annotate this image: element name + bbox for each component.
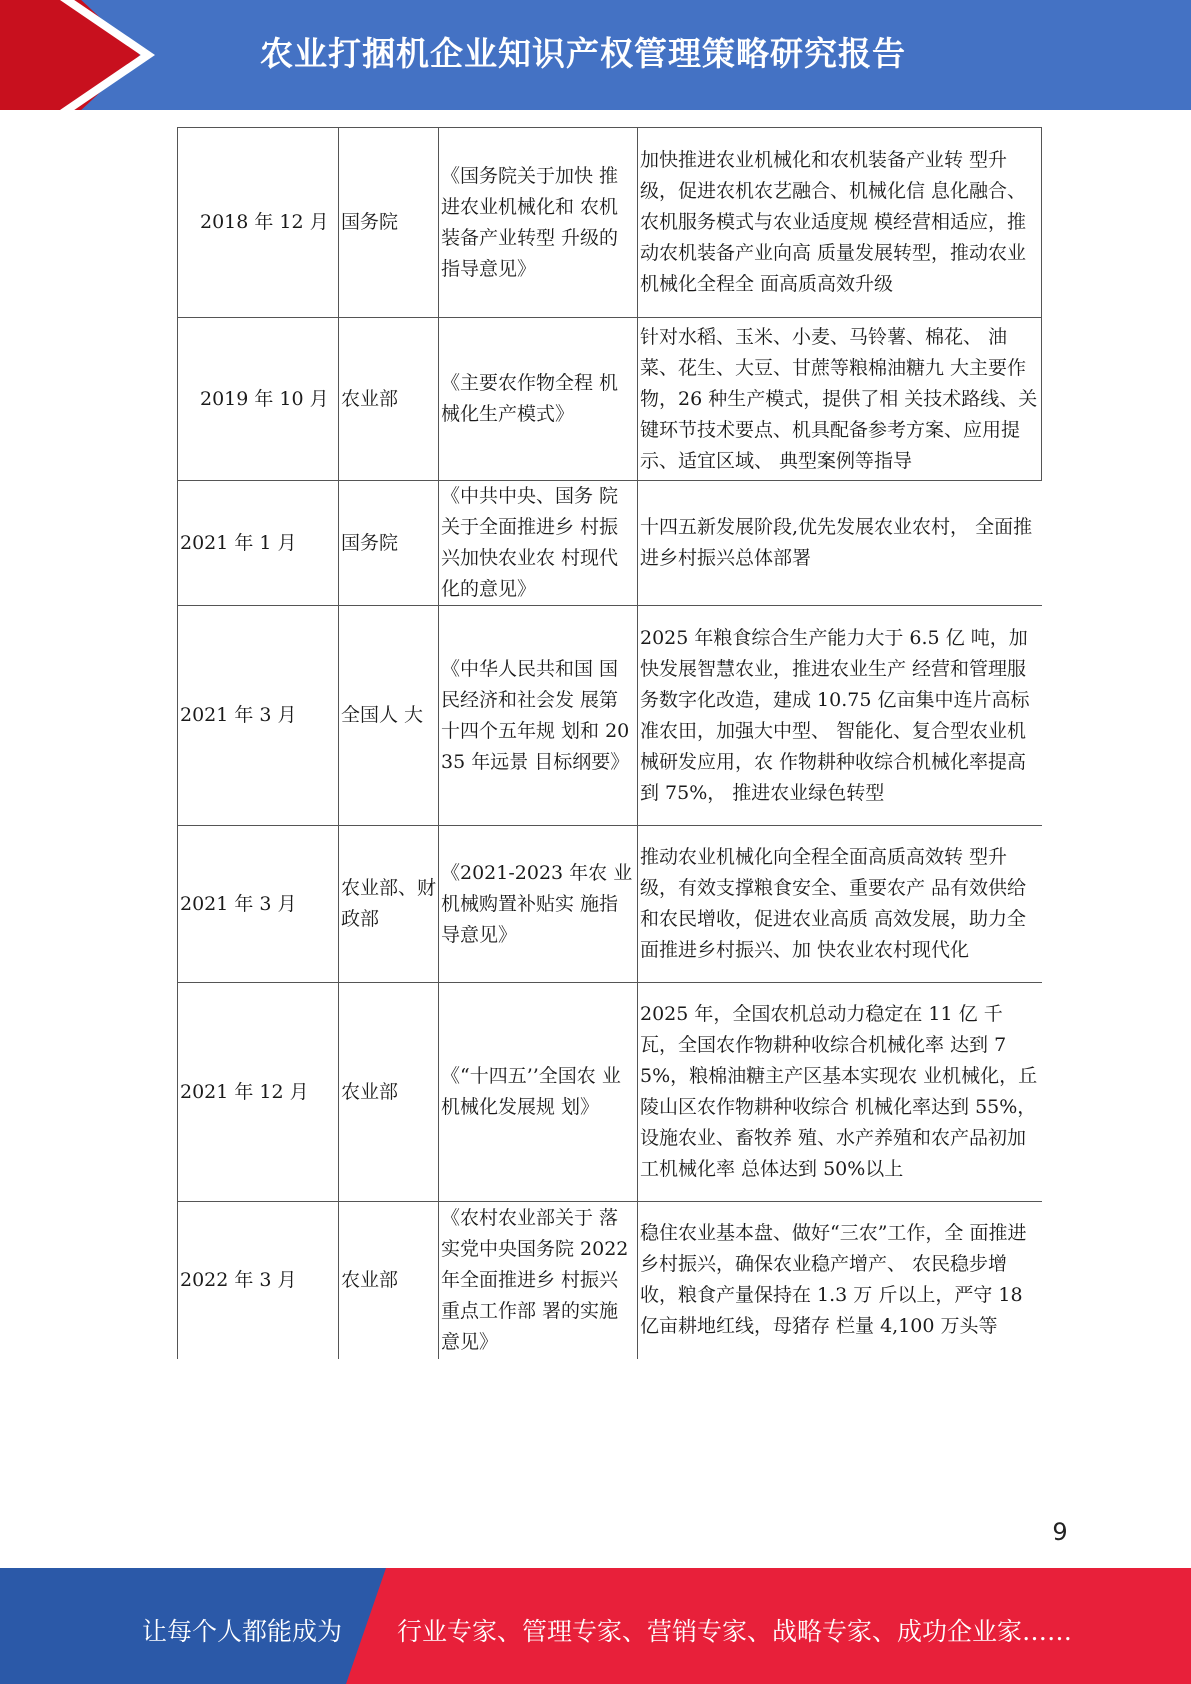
cell-org: 国务院 bbox=[339, 481, 439, 606]
cell-date: 2019 年 10 月 bbox=[178, 318, 339, 481]
header-red-arrow bbox=[0, 0, 140, 110]
table-row bbox=[178, 983, 1042, 1202]
cell-doc: 《农村农业部关于 落实党中央国务院 2022 年全面推进乡 村振兴重点工作部 署的实施意见》 bbox=[439, 1202, 638, 1359]
footer-slogan-left: 让每个人都能成为 bbox=[142, 1617, 343, 1646]
cell-date: 2021 年 12 月 bbox=[178, 983, 339, 1202]
table-row bbox=[178, 481, 1042, 606]
cell-doc: 《中华人民共和国 国民经济和社会发 展第十四个五年规 划和 2035 年远景 目标纲要》 bbox=[439, 606, 638, 826]
cell-doc: 《中共中央、国务 院关于全面推进乡 村振兴加快农业农 村现代化的意见》 bbox=[439, 481, 638, 606]
cell-date: 2021 年 1 月 bbox=[178, 481, 339, 606]
page-title: 农业打捆机企业知识产权管理策略研究报告 bbox=[260, 34, 906, 73]
cell-date: 2021 年 3 月 bbox=[178, 606, 339, 826]
table-row bbox=[178, 826, 1042, 983]
page-number: 9 bbox=[1052, 1518, 1068, 1546]
cell-org: 农业部 bbox=[339, 983, 439, 1202]
table-row bbox=[178, 606, 1042, 826]
cell-date: 2018 年 12 月 bbox=[178, 128, 339, 318]
page-header bbox=[0, 0, 1191, 110]
cell-org: 农业部 bbox=[339, 318, 439, 481]
cell-org: 农业部、财政部 bbox=[339, 826, 439, 983]
cell-doc: 《国务院关于加快 推进农业机械化和 农机装备产业转型 升级的指导意见》 bbox=[439, 128, 638, 318]
table-row bbox=[178, 128, 1042, 318]
footer-slogan-right: 行业专家、管理专家、营销专家、战略专家、成功企业家…… bbox=[397, 1617, 1073, 1646]
cell-date: 2022 年 3 月 bbox=[178, 1202, 339, 1359]
table-row bbox=[178, 318, 1042, 481]
cell-content: 推动农业机械化向全程全面高质高效转 型升级，有效支撑粮食安全、重要农产 品有效供给和农民增收，促进农业高质 高效发展，助力全面推进乡村振兴、加 快农业农村现代化 bbox=[638, 826, 1042, 983]
cell-content: 2025 年，全国农机总动力稳定在 11 亿 千瓦，全国农作物耕种收综合机械化率 达到 75%，粮棉油糖主产区基本实现农 业机械化，丘陵山区农作物耕种收综合 机械化率达到 55%，设施农业、畜牧养 殖、水产养殖和农产品初加工机械化率 总体达到 50%以上 bbox=[638, 983, 1042, 1202]
policy-table-container bbox=[177, 127, 1038, 1359]
cell-org: 全国人 大 bbox=[339, 606, 439, 826]
cell-content: 加快推进农业机械化和农机装备产业转 型升级，促进农机农艺融合、机械化信 息化融合、农机服务模式与农业适度规 模经营相适应，推动农机装备产业向高 质量发展转型，推动农业机械化全程全 面高质高效升级 bbox=[638, 128, 1042, 318]
policy-table bbox=[177, 127, 1042, 1359]
table-row bbox=[178, 1202, 1042, 1359]
page-footer bbox=[0, 1568, 1191, 1684]
cell-content: 2025 年粮食综合生产能力大于 6.5 亿 吨，加快发展智慧农业，推进农业生产 经营和管理服务数字化改造，建成 10.75 亿亩集中连片高标准农田，加强大中型、 智能化、复合型农业机械研发应用，农 作物耕种收综合机械化率提高到 75%， 推进农业绿色转型 bbox=[638, 606, 1042, 826]
cell-org: 国务院 bbox=[339, 128, 439, 318]
cell-doc: 《“十四五’’全国农 业机械化发展规 划》 bbox=[439, 983, 638, 1202]
cell-doc: 《2021-2023 年农 业机械购置补贴实 施指导意见》 bbox=[439, 826, 638, 983]
cell-doc: 《主要农作物全程 机械化生产模式》 bbox=[439, 318, 638, 481]
cell-content: 稳住农业基本盘、做好“三农”工作，全 面推进乡村振兴，确保农业稳产增产、 农民稳步增收，粮食产量保持在 1.3 万 斤以上，严守 18 亿亩耕地红线，母猪存 栏量 4,100 万头等 bbox=[638, 1202, 1042, 1359]
cell-content: 针对水稻、玉米、小麦、马铃薯、棉花、 油菜、花生、大豆、甘蔗等粮棉油糖九 大主要作物，26 种生产模式，提供了相 关技术路线、关键环节技术要点、机具配备参考方案、应用提示、适宜区域、 典型案例等指导 bbox=[638, 318, 1042, 481]
cell-date: 2021 年 3 月 bbox=[178, 826, 339, 983]
cell-org: 农业部 bbox=[339, 1202, 439, 1359]
cell-content: 十四五新发展阶段,优先发展农业农村， 全面推进乡村振兴总体部署 bbox=[638, 481, 1042, 606]
